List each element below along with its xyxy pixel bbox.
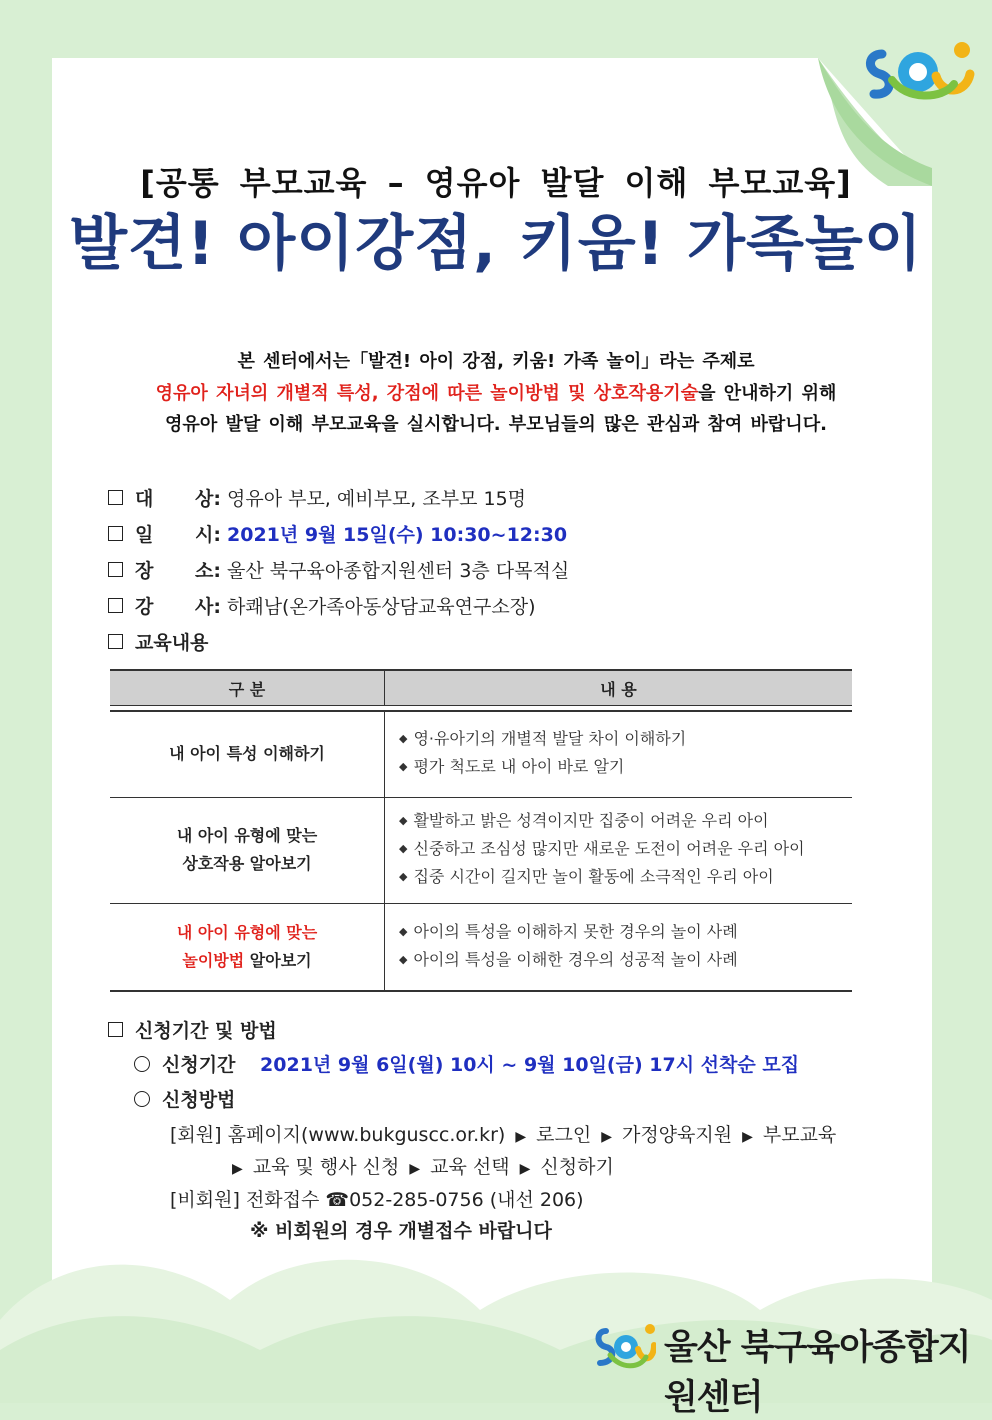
info-lecturer: 강 사: 하쾌남(온가족아동상담교육연구소장) xyxy=(108,592,536,619)
list-item: ◆ 활발하고 밝은 성격이지만 집중이 어려운 우리 아이 xyxy=(399,811,769,830)
poster-title: 발견! 아이강점, 키움! 가족놀이 xyxy=(69,209,923,279)
intro-line-2-rest: 을 안내하기 위해 xyxy=(698,383,837,404)
table-category: 내 아이 유형에 맞는 놀이방법 알아보기 xyxy=(110,903,385,991)
checkbox-icon xyxy=(108,562,123,577)
apply-heading: 신청기간 및 방법 xyxy=(108,1016,277,1043)
intro-line-1: 본 센터에서는「발견! 아이 강점, 키움! 가족 놀이」라는 주제로 xyxy=(237,351,755,372)
table-row xyxy=(110,711,852,797)
info-target: 대 상: 영유아 부모, 예비부모, 조부모 15명 xyxy=(108,484,526,511)
list-item: ◆ 집중 시간이 길지만 놀이 활동에 소극적인 우리 아이 xyxy=(399,867,774,886)
table-category: 내 아이 유형에 맞는 상호작용 알아보기 xyxy=(110,797,385,903)
circle-bullet-icon xyxy=(134,1091,150,1107)
nonmember-note: ※ 비회원의 경우 개별접수 바랍니다 xyxy=(250,1220,552,1242)
phone-number: 052-285-0756 (내선 206) xyxy=(349,1189,584,1211)
intro-highlight: 영유아 자녀의 개별적 특성, 강점에 따른 놀이방법 및 상호작용기술 xyxy=(155,383,699,404)
center-name: 울산 북구육아종합지원센터 xyxy=(664,1328,971,1418)
poster-subtitle: [공통 부모교육 – 영유아 발달 이해 부모교육] xyxy=(140,164,852,202)
center-logo-icon xyxy=(862,36,978,106)
info-date: 일 시: 2021년 9월 15일(수) 10:30~12:30 xyxy=(108,520,567,547)
nonmember-line: [비회원] 전화접수 ☎052-285-0756 (내선 206) xyxy=(170,1189,584,1211)
table-row xyxy=(110,797,852,903)
info-place: 장 소: 울산 북구육아종합지원센터 3층 다목적실 xyxy=(108,556,569,583)
list-item: ◆ 영·유아기의 개별적 발달 차이 이해하기 xyxy=(399,729,687,749)
target-value: 영유아 부모, 예비부모, 조부모 15명 xyxy=(227,488,527,510)
table-row xyxy=(110,903,852,991)
arrow-right-icon: ▶ xyxy=(742,1129,753,1145)
info-content-heading: 교육내용 xyxy=(108,628,208,655)
table-header-row xyxy=(110,670,852,706)
arrow-right-icon: ▶ xyxy=(519,1161,531,1177)
table-items xyxy=(385,797,853,903)
list-item: ◆ 아이의 특성을 이해하지 못한 경우의 놀이 사례 xyxy=(399,921,738,941)
arrow-right-icon: ▶ xyxy=(409,1161,421,1177)
checkbox-icon xyxy=(108,598,123,613)
table-category: 내 아이 특성 이해하기 xyxy=(110,711,385,797)
arrow-right-icon: ▶ xyxy=(232,1161,243,1177)
list-item: ◆ 평가 척도로 내 아이 바로 알기 xyxy=(399,757,625,777)
apply-period: 신청기간 2021년 9월 6일(월) 10시 ~ 9월 10일(금) 17시 선착순 모집 xyxy=(134,1050,799,1077)
list-item: ◆ 신중하고 조심성 많지만 새로운 도전이 어려운 우리 아이 xyxy=(399,839,805,858)
arrow-right-icon: ▶ xyxy=(601,1129,612,1145)
table-items xyxy=(385,903,853,991)
circle-bullet-icon xyxy=(134,1056,150,1072)
phone-icon: ☎ xyxy=(325,1189,350,1211)
intro-line-2 xyxy=(0,379,992,405)
checkbox-icon xyxy=(108,526,123,541)
table-items xyxy=(385,711,853,797)
checkbox-icon xyxy=(108,1022,123,1037)
checkbox-icon xyxy=(108,634,123,649)
apply-method: 신청방법 xyxy=(134,1085,235,1112)
lecturer-value: 하쾌남(온가족아동상담교육연구소장) xyxy=(227,596,536,618)
intro-line-3: 영유아 발달 이해 부모교육을 실시합니다. 부모님들의 많은 관심과 참여 바랍니다. xyxy=(165,414,827,435)
place-value: 울산 북구육아종합지원센터 3층 다목적실 xyxy=(227,560,570,582)
table-header-content: 내 용 xyxy=(385,670,853,706)
member-steps-line-2: ▶ 교육 및 행사 신청 ▶ 교육 선택 ▶ 신청하기 xyxy=(232,1156,614,1178)
member-steps-line-1: [회원] 홈페이지(www.bukguscc.or.kr) ▶ 로그인 ▶ 가정양육지원 ▶ 부모교육 xyxy=(170,1124,837,1146)
education-content-table xyxy=(110,669,852,992)
arrow-right-icon: ▶ xyxy=(515,1129,527,1145)
apply-period-value: 2021년 9월 6일(월) 10시 ~ 9월 10일(금) 17시 선착순 모집 xyxy=(260,1054,800,1076)
list-item: ◆ 아이의 특성을 이해한 경우의 성공적 놀이 사례 xyxy=(399,949,738,969)
center-logo-icon xyxy=(594,1317,656,1375)
date-value: 2021년 9월 15일(수) 10:30~12:30 xyxy=(227,524,568,546)
checkbox-icon xyxy=(108,490,123,505)
table-header-category: 구 분 xyxy=(110,670,385,706)
